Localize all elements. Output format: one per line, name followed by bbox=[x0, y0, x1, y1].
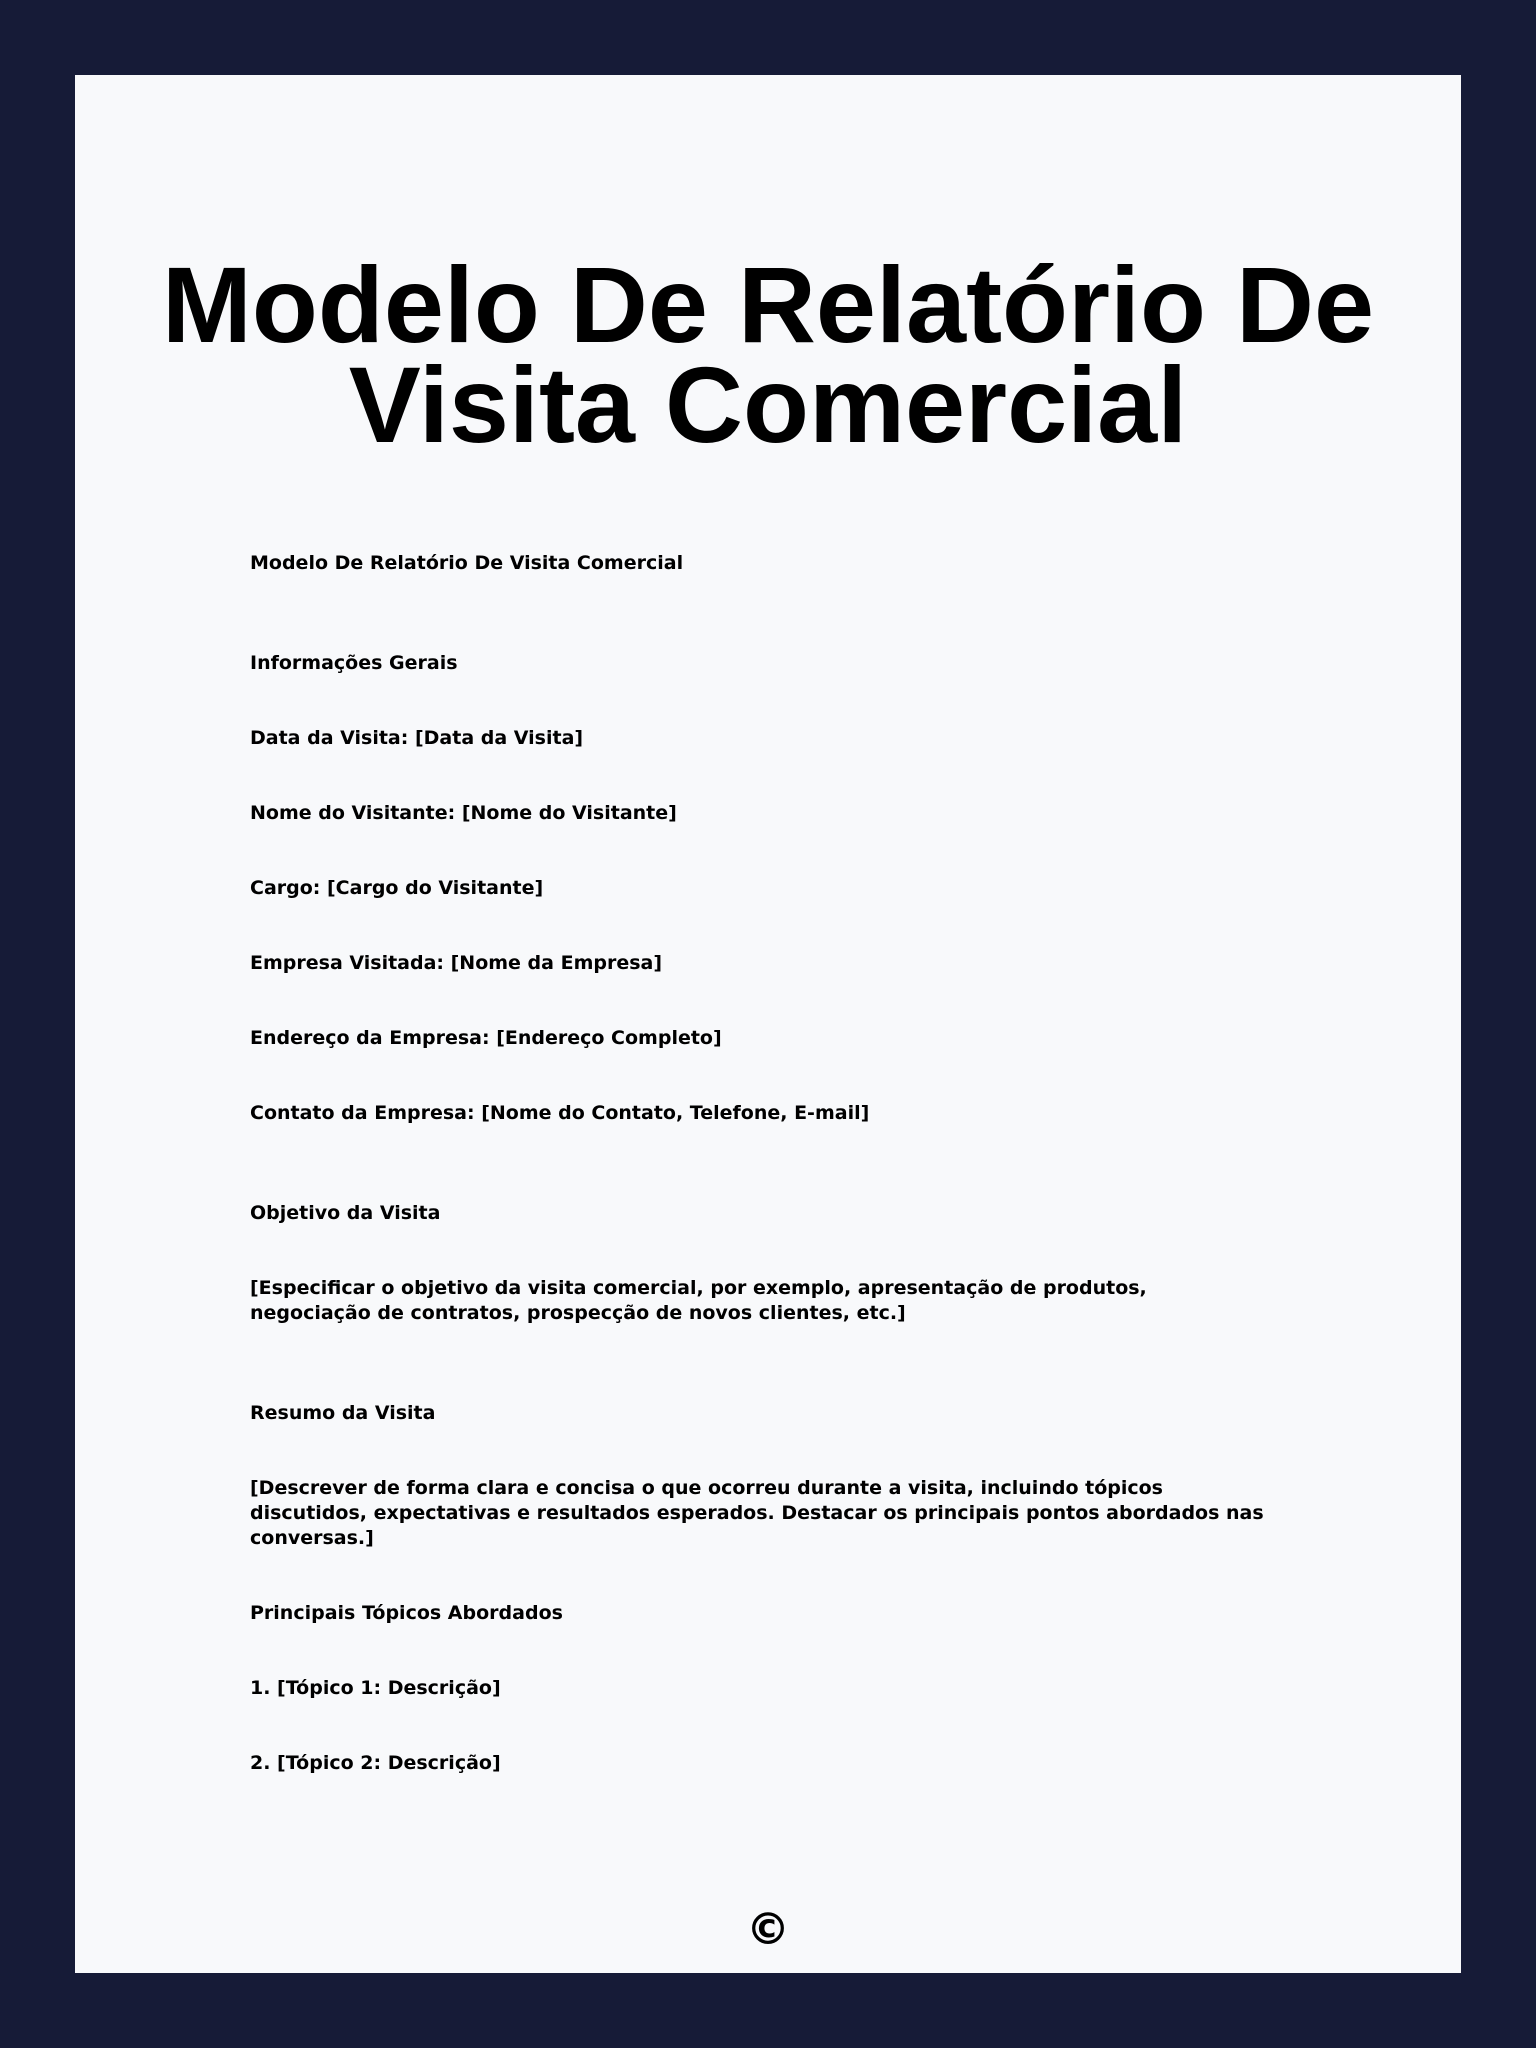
topic-item-1: 1. [Tópico 1: Descrição] bbox=[250, 1677, 501, 1699]
document-page bbox=[75, 75, 1461, 1973]
field-company-address: Endereço da Empresa: [Endereço Completo] bbox=[250, 1027, 722, 1049]
section-heading-topics: Principais Tópicos Abordados bbox=[250, 1602, 563, 1624]
summary-paragraph: [Descrever de forma clara e concisa o que ocorreu durante a visita, incluindo tópicos discutidos, expectativas e resultados esperados. Destacar os principais pontos abordados nas conversas.] bbox=[250, 1477, 1271, 1549]
section-heading-summary: Resumo da Visita bbox=[250, 1402, 436, 1424]
field-visitor-name: Nome do Visitante: [Nome do Visitante] bbox=[250, 802, 677, 824]
field-visitor-role: Cargo: [Cargo do Visitante] bbox=[250, 877, 544, 899]
field-company-contact: Contato da Empresa: [Nome do Contato, Telefone, E-mail] bbox=[250, 1102, 870, 1124]
copyright-symbol: © bbox=[746, 1904, 790, 1955]
page-title: Modelo De Relatório De Visita Comercial bbox=[161, 244, 1375, 465]
section-heading-objective: Objetivo da Visita bbox=[250, 1202, 441, 1224]
topic-item-2: 2. [Tópico 2: Descrição] bbox=[250, 1752, 501, 1774]
section-heading-general: Informações Gerais bbox=[250, 652, 458, 674]
field-company-visited: Empresa Visitada: [Nome da Empresa] bbox=[250, 952, 663, 974]
document-heading: Modelo De Relatório De Visita Comercial bbox=[250, 552, 684, 574]
objective-paragraph: [Especificar o objetivo da visita comercial, por exemplo, apresentação de produtos, negociação de contratos, prospecção de novos clientes, etc.] bbox=[250, 1277, 1154, 1324]
field-visit-date: Data da Visita: [Data da Visita] bbox=[250, 727, 584, 749]
